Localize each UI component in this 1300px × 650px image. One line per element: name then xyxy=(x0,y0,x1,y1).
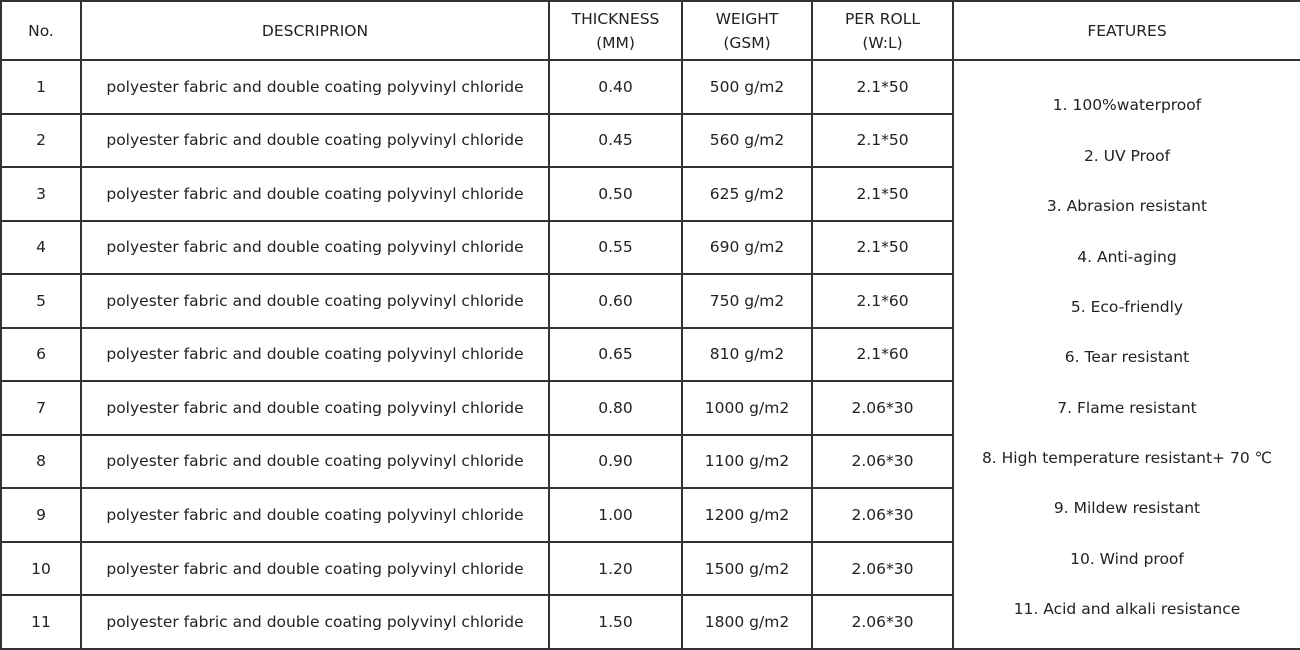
cell-thickness: 0.50 xyxy=(549,167,682,221)
header-weight xyxy=(682,1,812,60)
cell-no: 4 xyxy=(1,221,81,275)
feature-item: 8. High temperature resistant+ 70 ℃ xyxy=(981,449,1273,468)
cell-per-roll: 2.06*30 xyxy=(812,595,953,649)
cell-thickness: 0.45 xyxy=(549,114,682,168)
cell-no: 7 xyxy=(1,381,81,435)
feature-item: 3. Abrasion resistant xyxy=(1046,197,1208,216)
cell-description: polyester fabric and double coating polyvinyl chloride xyxy=(81,595,549,649)
cell-thickness: 0.60 xyxy=(549,274,682,328)
feature-item: 7. Flame resistant xyxy=(1057,398,1197,417)
cell-description: polyester fabric and double coating polyvinyl chloride xyxy=(81,167,549,221)
feature-item: 9. Mildew resistant xyxy=(1053,499,1201,518)
cell-no: 2 xyxy=(1,114,81,168)
cell-description: polyester fabric and double coating polyvinyl chloride xyxy=(81,435,549,489)
feature-item: 10. Wind proof xyxy=(1070,549,1184,568)
cell-description: polyester fabric and double coating polyvinyl chloride xyxy=(81,274,549,328)
cell-thickness: 0.40 xyxy=(549,60,682,114)
cell-no: 11 xyxy=(1,595,81,649)
table-row xyxy=(1,60,1300,114)
features-list xyxy=(954,64,1300,644)
cell-no: 5 xyxy=(1,274,81,328)
cell-per-roll: 2.06*30 xyxy=(812,435,953,489)
feature-item: 2. UV Proof xyxy=(1083,146,1171,165)
cell-per-roll: 2.1*50 xyxy=(812,114,953,168)
cell-description: polyester fabric and double coating polyvinyl chloride xyxy=(81,488,549,542)
cell-thickness: 1.20 xyxy=(549,542,682,596)
cell-thickness: 0.80 xyxy=(549,381,682,435)
header-thickness-title: THICKNESS xyxy=(571,9,660,28)
cell-per-roll: 2.06*30 xyxy=(812,488,953,542)
cell-no: 9 xyxy=(1,488,81,542)
cell-weight: 1000 g/m2 xyxy=(682,381,812,435)
cell-weight: 625 g/m2 xyxy=(682,167,812,221)
cell-description: polyester fabric and double coating polyvinyl chloride xyxy=(81,542,549,596)
cell-description: polyester fabric and double coating polyvinyl chloride xyxy=(81,221,549,275)
cell-per-roll: 2.1*50 xyxy=(812,221,953,275)
header-row xyxy=(1,1,1300,60)
cell-thickness: 1.50 xyxy=(549,595,682,649)
cell-per-roll: 2.1*60 xyxy=(812,328,953,382)
cell-weight: 560 g/m2 xyxy=(682,114,812,168)
cell-no: 8 xyxy=(1,435,81,489)
header-per-roll-unit: (W:L) xyxy=(862,33,903,52)
cell-thickness: 1.00 xyxy=(549,488,682,542)
feature-item: 4. Anti-aging xyxy=(1077,247,1177,266)
cell-per-roll: 2.06*30 xyxy=(812,381,953,435)
header-per-roll-title: PER ROLL xyxy=(844,9,921,28)
cell-weight: 1200 g/m2 xyxy=(682,488,812,542)
cell-thickness: 0.65 xyxy=(549,328,682,382)
cell-description: polyester fabric and double coating polyvinyl chloride xyxy=(81,381,549,435)
cell-weight: 1800 g/m2 xyxy=(682,595,812,649)
feature-item: 6. Tear resistant xyxy=(1064,348,1190,367)
table-body xyxy=(1,60,1300,649)
cell-weight: 1100 g/m2 xyxy=(682,435,812,489)
feature-item: 1. 100%waterproof xyxy=(1052,96,1202,115)
cell-no: 1 xyxy=(1,60,81,114)
header-no: No. xyxy=(1,1,81,60)
header-description: DESCRIPRION xyxy=(81,1,549,60)
cell-no: 6 xyxy=(1,328,81,382)
features-cell xyxy=(953,60,1300,649)
feature-item: 5. Eco-friendly xyxy=(1070,297,1184,316)
header-thickness-unit: (MM) xyxy=(596,33,635,52)
feature-item: 11. Acid and alkali resistance xyxy=(1013,600,1241,619)
cell-weight: 690 g/m2 xyxy=(682,221,812,275)
cell-description: polyester fabric and double coating polyvinyl chloride xyxy=(81,328,549,382)
header-features: FEATURES xyxy=(953,1,1300,60)
cell-description: polyester fabric and double coating polyvinyl chloride xyxy=(81,60,549,114)
cell-weight: 1500 g/m2 xyxy=(682,542,812,596)
header-weight-unit: (GSM) xyxy=(723,33,771,52)
header-per-roll xyxy=(812,1,953,60)
header-weight-title: WEIGHT xyxy=(715,9,779,28)
cell-description: polyester fabric and double coating polyvinyl chloride xyxy=(81,114,549,168)
cell-no: 10 xyxy=(1,542,81,596)
cell-weight: 500 g/m2 xyxy=(682,60,812,114)
cell-no: 3 xyxy=(1,167,81,221)
cell-per-roll: 2.1*60 xyxy=(812,274,953,328)
cell-per-roll: 2.1*50 xyxy=(812,60,953,114)
cell-thickness: 0.90 xyxy=(549,435,682,489)
cell-thickness: 0.55 xyxy=(549,221,682,275)
cell-weight: 750 g/m2 xyxy=(682,274,812,328)
cell-weight: 810 g/m2 xyxy=(682,328,812,382)
cell-per-roll: 2.1*50 xyxy=(812,167,953,221)
cell-per-roll: 2.06*30 xyxy=(812,542,953,596)
header-thickness xyxy=(549,1,682,60)
table-header xyxy=(1,1,1300,60)
